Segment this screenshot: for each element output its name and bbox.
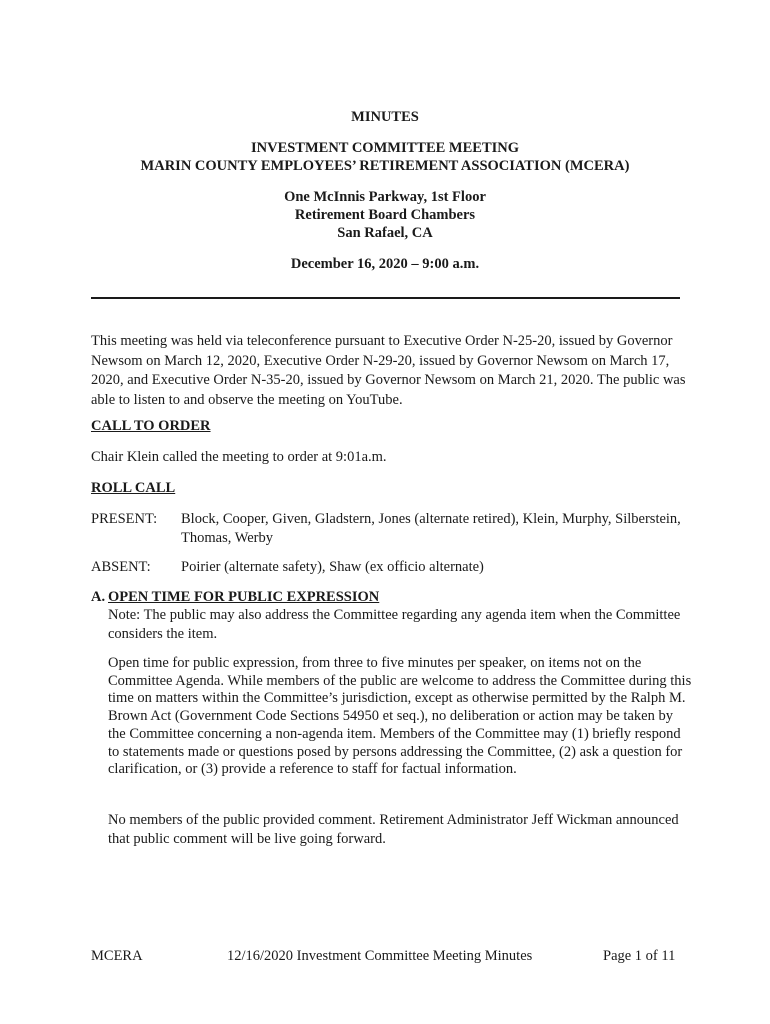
- organization-name: MARIN COUNTY EMPLOYEES’ RETIREMENT ASSOCIATION (MCERA): [140, 158, 630, 174]
- meeting-datetime: December 16, 2020 – 9:00 a.m.: [290, 256, 480, 272]
- footer-left: MCERA: [91, 948, 143, 964]
- section-a-note: Note: The public may also address the Committee regarding any agenda item when the Committee considers the item.: [108, 607, 681, 642]
- document-title: MINUTES: [351, 109, 419, 125]
- absent-value: Poirier (alternate safety), Shaw (ex officio alternate): [181, 559, 484, 575]
- call-to-order-heading: CALL TO ORDER: [91, 418, 211, 434]
- footer-center: 12/16/2020 Investment Committee Meeting Minutes: [227, 948, 533, 964]
- address-line-1: One McInnis Parkway, 1st Floor: [284, 189, 486, 205]
- header-divider: [91, 297, 680, 299]
- roll-call-heading: ROLL CALL: [91, 480, 176, 496]
- section-a-prefix: A.: [91, 589, 106, 605]
- present-label: PRESENT:: [91, 511, 158, 527]
- meeting-name: INVESTMENT COMMITTEE MEETING: [250, 140, 520, 156]
- section-a-comment: No members of the public provided comment. Retirement Administrator Jeff Wickman announced that public comment will be live going forward.: [108, 812, 679, 847]
- absent-label: ABSENT:: [91, 559, 151, 575]
- address-line-2: Retirement Board Chambers: [294, 207, 476, 223]
- present-value: Block, Cooper, Given, Gladstern, Jones (alternate retired), Klein, Murphy, Silberstein, Thomas, Werby: [181, 511, 681, 546]
- footer-page-number: Page 1 of 11: [603, 948, 676, 964]
- section-a-heading: OPEN TIME FOR PUBLIC EXPRESSION: [108, 589, 380, 605]
- call-to-order-text: Chair Klein called the meeting to order at 9:01a.m.: [91, 449, 387, 465]
- intro-paragraph: This meeting was held via teleconference pursuant to Executive Order N-25-20, issued by Governor Newsom on March 12, 2020, Executive Order N-29-20, issued by Governor Newsom on March 17, 2020, and Executive Order N-35-20, issued by Governor Newsom on March 21, 2020. The public was able to listen to and observe the meeting on YouTube.: [91, 333, 686, 408]
- address-line-3: San Rafael, CA: [337, 225, 433, 241]
- section-a-body: Open time for public expression, from three to five minutes per speaker, on items not on the Committee Agenda. While members of the public are welcome to address the Committee during this time on matters within the Committee’s jurisdiction, except as otherwise permitted by the Ralph M. Brown Act (Government Code Sections 54950 et seq.), no deliberation or action may be taken by the Committee concerning a non-agenda item. Members of the Committee may (1) briefly respond to statements made or questions posed by persons addressing the Committee, (2) ask a question for clarification, or (3) provide a reference to staff for factual information.: [108, 655, 692, 778]
